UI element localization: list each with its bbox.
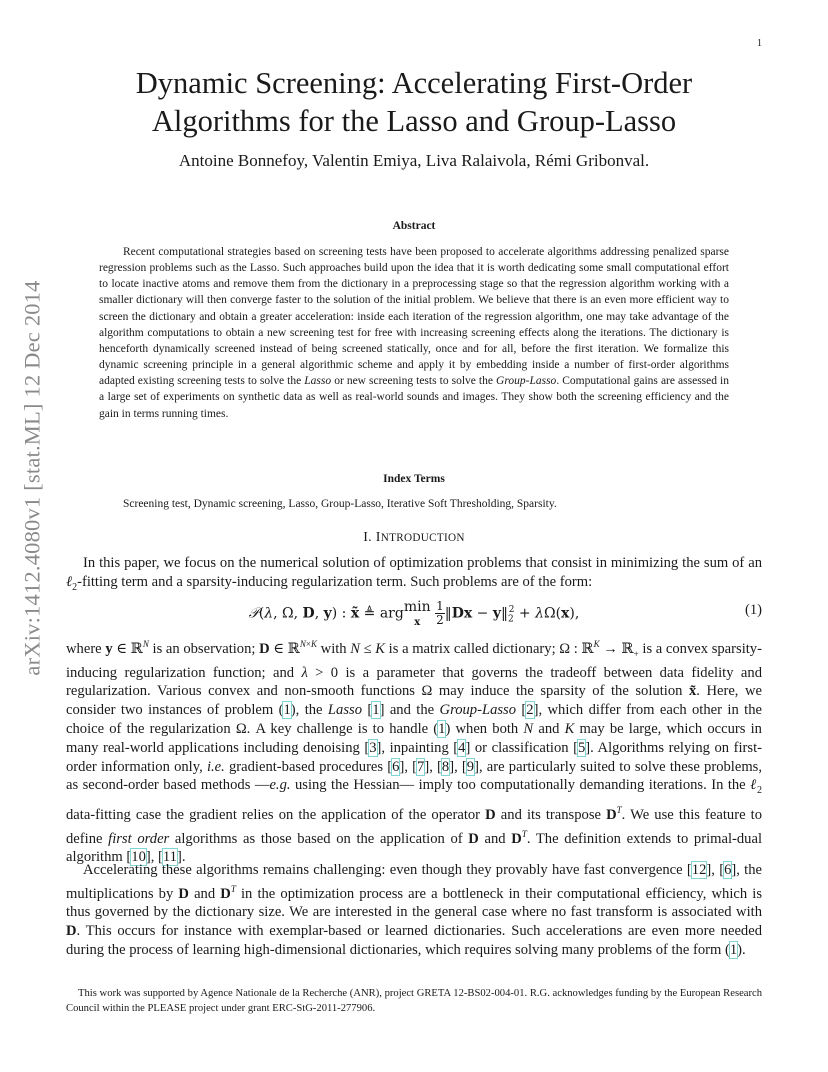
- intro-paragraph-3: Accelerating these algorithms remains challenging: even though they provably have fast convergence [12], [6], the multiplications by D and $D^T$ in the optimization process are a bottleneck in their computational efficiency, which is thus governed by the dictionary size. We are interested in the general case where no fast transform is associated with D. This occurs for instance with exemplar-based or learned dictionaries. Such accelerations are even more needed during the process of learning high-dimensional dictionaries, which requires solving many problems of the form (1).: [66, 862, 763, 959]
- citation-link[interactable]: 9: [466, 758, 475, 775]
- abstract-text: Recent computational strategies based on screening tests have been proposed to accelerate algorithms addressing penalized sparse regression problems such as the Lasso. Such approaches build upon the idea that it is worth dedicating some small computational effort to locate inactive atoms and remove them from the dictionary in a preprocessing stage so that the regression algorithm working with a smaller dictionary will then converge faster to the solution of the initial problem. We believe that there is an even more efficient way to screen the dictionary and obtain a greater acceleration: inside each iteration of the regression algorithm, one may take advantage of the algorithm computations to obtain a new screening test for free with increasing screening effects along the iterations. The dictionary is henceforth dynamically screened instead of being screened statically, once and for all, before the first iteration. We formalize this dynamic screening principle in a general algorithmic scheme and apply it by embedding inside a number of first-order algorithms adapted existing screening tests to solve the Lasso or new screening tests to solve the Group-Lasso. Computational gains are assessed in a large set of experiments on synthetic data as well as real-world sounds and images. They show both the screening efficiency and the gain in terms running times.: [99, 246, 729, 420]
- citation-link[interactable]: 5: [578, 739, 586, 756]
- index-terms-heading: Index Terms: [383, 473, 445, 485]
- citation-link[interactable]: 6: [724, 862, 732, 878]
- citation-link[interactable]: 3: [369, 739, 377, 756]
- paper-title: Dynamic Screening: Accelerating First-Order Algorithms for the Lasso and Group-Lasso: [135, 66, 693, 138]
- author-list: Antoine Bonnefoy, Valentin Emiya, Liva Ralaivola, Rémi Gribonval.: [178, 151, 650, 170]
- arxiv-identifier: arXiv:1412.4080v1 [stat.ML] 12 Dec 2014: [20, 280, 46, 676]
- citation-link[interactable]: 10: [131, 849, 146, 866]
- arxiv-sidebar: [20, 280, 46, 676]
- citation-link[interactable]: 4: [458, 739, 466, 756]
- citation-link[interactable]: 6: [392, 758, 400, 775]
- citation-link[interactable]: 2: [526, 702, 534, 719]
- equation-ref[interactable]: 1: [729, 942, 738, 959]
- equation-body: 𝒫(λ, Ω, D, y) : x̃ ≜ argmin x 1 2‖Dx − $y‖_2^2 + \lambda\Omega(x)$,: [248, 599, 580, 628]
- page-number: 1: [757, 38, 762, 49]
- equation-number: (1): [744, 602, 762, 618]
- footnote: This work was supported by Agence Nationale de la Recherche (ANR), project GRETA 12-BS02-004-01. R.G. acknowledges funding by the European Research Council within the PLEASE project under grant ERC-StG-2011-277906.: [66, 988, 762, 1014]
- index-terms: Screening test, Dynamic screening, Lasso, Group-Lasso, Iterative Soft Thresholding, Sparsity.: [123, 498, 557, 510]
- equation-ref[interactable]: 1: [283, 702, 291, 719]
- intro-paragraph-2: where y ∈ ℝ$^N$ is an observation; D ∈ ℝ$^{N\times K}$ with N ≤ K is a matrix called dictionary; Ω : ℝ$^K$ → ℝ$_+$ is a convex sparsity-inducing regularization function; and λ > 0 is a parameter that governs the tradeoff between data fidelity and regularization. Various convex and non-smooth functions Ω may induce the sparsity of the solution x̃. Here, we consider two instances of problem (1), the Lasso [1] and the Group-Lasso [2], which differ from each other in the choice of the regularization Ω. A key challenge is to handle (1) when both N and K may be large, which occurs in many real-world applications including denoising [3], inpainting [4] or classification [5]. Algorithms relying on first-order information only, i.e. gradient-based procedures [6], [7], [8], [9], are particularly suited to solve these problems, as second-order based methods —e.g. using the Hessian— imply too computationally demanding iterations. In the ℓ$_2$ data-fitting case the gradient relies on the application of the operator D and its transpose $D^T$. We use this feature to define first order algorithms as those based on the application of D and $D^T$. The definition extends to primal-dual algorithm [10], [11].: [66, 639, 763, 866]
- citation-link[interactable]: 8: [441, 758, 450, 775]
- citation-link[interactable]: 1: [372, 702, 380, 719]
- section-heading: I. INTRODUCTION: [363, 530, 465, 545]
- citation-link[interactable]: 7: [417, 758, 425, 775]
- intro-paragraph-1: In this paper, we focus on the numerical solution of optimization problems that consist in minimizing the sum of an ℓ$_2$-fitting term and a sparsity-inducing regularization term. Such problems are of the form:: [66, 555, 762, 593]
- citation-link[interactable]: 11: [162, 849, 177, 866]
- equation-ref[interactable]: 1: [438, 720, 446, 737]
- abstract-heading: Abstract: [392, 220, 436, 232]
- citation-link[interactable]: 12: [691, 862, 707, 878]
- equation-1: [66, 596, 762, 630]
